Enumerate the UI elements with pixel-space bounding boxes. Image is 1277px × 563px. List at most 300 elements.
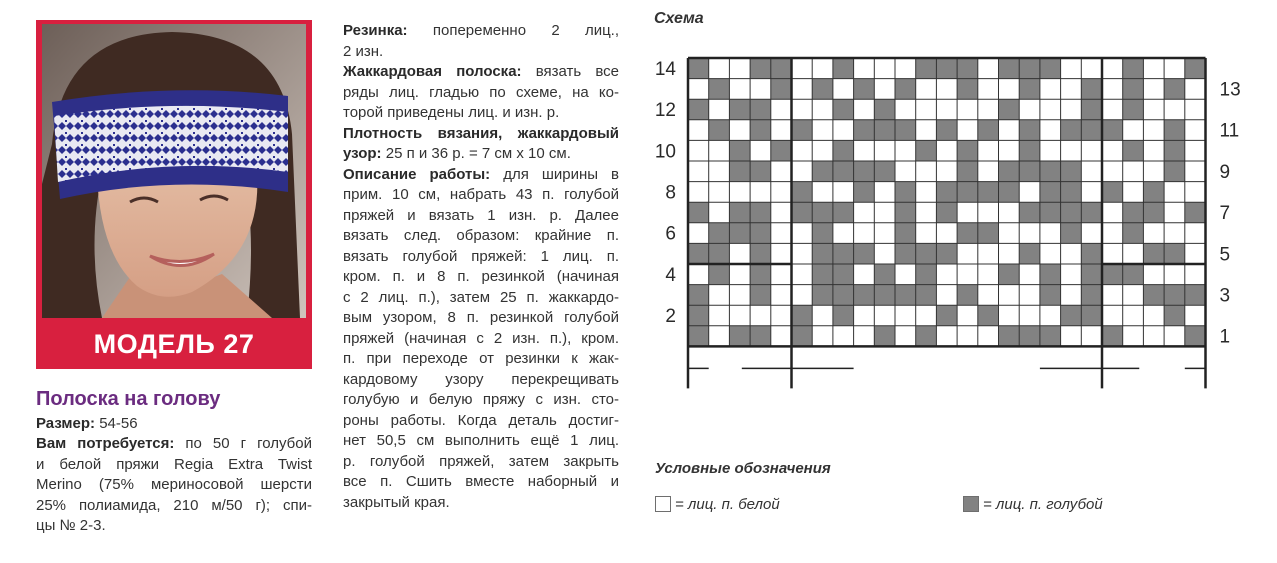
chart-cell-blue (1185, 58, 1206, 79)
chart-cell-white (1061, 264, 1082, 285)
chart-cell-white (812, 99, 833, 120)
chart-cell-white (1143, 140, 1164, 161)
chart-cell-white (874, 243, 895, 264)
chart-cell-white (1019, 99, 1040, 120)
chart-cell-blue (833, 264, 854, 285)
legend-white-text: = лиц. п. белой (675, 495, 780, 513)
description-line: прим. 10 см, набрать 43 п. голубой (343, 186, 619, 203)
chart-cell-blue (999, 182, 1020, 203)
chart-cell-white (688, 264, 709, 285)
chart-cell-white (709, 140, 730, 161)
chart-cell-white (978, 202, 999, 223)
chart-cell-white (1102, 243, 1123, 264)
chart-cell-blue (1123, 264, 1144, 285)
requirements-line: и белой пряжи Regia Extra Twist (36, 455, 312, 473)
chart-cell-blue (750, 58, 771, 79)
chart-cell-blue (874, 161, 895, 182)
chart-cell-blue (1081, 99, 1102, 120)
chart-cell-white (709, 182, 730, 203)
chart-cell-white (916, 99, 937, 120)
legend-title: Условные обозначения (655, 460, 831, 477)
chart-cell-white (916, 305, 937, 326)
chart-cell-blue (1081, 243, 1102, 264)
chart-cell-white (1040, 79, 1061, 100)
row-number-left: 14 (654, 58, 676, 80)
chart-cell-blue (833, 202, 854, 223)
chart-cell-white (936, 161, 957, 182)
chart-cell-white (812, 140, 833, 161)
chart-cell-white (895, 58, 916, 79)
chart-cell-white (1040, 243, 1061, 264)
rib-label: Резинка: (343, 22, 408, 39)
chart-cell-white (874, 182, 895, 203)
chart-cell-blue (688, 326, 709, 347)
description-line: пряжей (начиная с 2 изн. п.), кром. (343, 329, 619, 347)
chart-cell-blue (957, 140, 978, 161)
instructions-column (343, 21, 619, 513)
chart-cell-blue (1164, 140, 1185, 161)
chart-cell-blue (895, 202, 916, 223)
chart-cell-white (688, 79, 709, 100)
chart-cell-white (1185, 264, 1206, 285)
chart-cell-blue (1123, 58, 1144, 79)
chart-cell-white (1081, 58, 1102, 79)
chart-cell-white (978, 326, 999, 347)
chart-cell-blue (1081, 79, 1102, 100)
chart-cell-white (1123, 182, 1144, 203)
chart-cell-white (771, 326, 792, 347)
chart-cell-blue (957, 223, 978, 244)
chart-cell-white (936, 264, 957, 285)
row-number-left: 6 (665, 223, 676, 245)
chart-cell-blue (709, 264, 730, 285)
chart-cell-blue (936, 305, 957, 326)
chart-cell-blue (895, 285, 916, 306)
chart-cell-blue (1040, 264, 1061, 285)
chart-cell-blue (1143, 202, 1164, 223)
chart-cell-white (709, 326, 730, 347)
chart-cell-white (936, 79, 957, 100)
chart-cell-blue (874, 326, 895, 347)
chart-cell-white (1143, 305, 1164, 326)
chart-cell-blue (833, 99, 854, 120)
requirements-line: цы № 2-3. (36, 517, 106, 534)
chart-cell-white (1102, 285, 1123, 306)
chart-cell-white (999, 140, 1020, 161)
chart-cell-blue (1019, 58, 1040, 79)
chart-cell-white (1040, 120, 1061, 141)
chart-cell-blue (709, 223, 730, 244)
chart-cell-white (771, 305, 792, 326)
chart-cell-white (895, 140, 916, 161)
chart-cell-white (936, 223, 957, 244)
chart-cell-white (709, 58, 730, 79)
chart-cell-white (792, 223, 813, 244)
chart-cell-white (1143, 223, 1164, 244)
chart-cell-blue (1019, 79, 1040, 100)
chart-cell-white (1185, 79, 1206, 100)
row-number-right: 5 (1219, 244, 1231, 266)
chart-cell-blue (1040, 285, 1061, 306)
chart-cell-blue (1164, 161, 1185, 182)
chart-cell-blue (812, 223, 833, 244)
chart-cell-blue (854, 161, 875, 182)
chart-cell-blue (1102, 264, 1123, 285)
chart-cell-blue (833, 161, 854, 182)
chart-cell-blue (750, 326, 771, 347)
chart-cell-blue (978, 120, 999, 141)
chart-cell-blue (1081, 202, 1102, 223)
chart-cell-white (1061, 285, 1082, 306)
chart-cell-white (957, 99, 978, 120)
jacquard-line: ряды лиц. гладью по схеме, на ко- (343, 83, 619, 101)
chart-cell-blue (729, 223, 750, 244)
chart-cell-white (1081, 223, 1102, 244)
chart-cell-white (999, 79, 1020, 100)
chart-cell-blue (895, 120, 916, 141)
chart-cell-blue (1123, 202, 1144, 223)
chart-cell-white (854, 58, 875, 79)
chart-cell-blue (1061, 305, 1082, 326)
chart-cell-white (1185, 161, 1206, 182)
chart-cell-blue (1019, 120, 1040, 141)
chart-cell-white (916, 182, 937, 203)
chart-cell-white (688, 223, 709, 244)
description-label: Описание работы: (343, 165, 491, 183)
chart-cell-blue (999, 58, 1020, 79)
description-line: с 2 лиц. п.), затем 25 п. жаккардо- (343, 288, 619, 306)
chart-cell-white (1143, 326, 1164, 347)
chart-cell-white (854, 326, 875, 347)
chart-cell-blue (729, 326, 750, 347)
chart-cell-blue (750, 161, 771, 182)
chart-cell-blue (978, 305, 999, 326)
chart-cell-white (916, 120, 937, 141)
chart-cell-white (874, 79, 895, 100)
chart-cell-white (833, 223, 854, 244)
chart-cell-white (916, 202, 937, 223)
chart-cell-white (792, 243, 813, 264)
chart-cell-blue (1081, 120, 1102, 141)
chart-cell-blue (1123, 140, 1144, 161)
chart-cell-blue (1040, 326, 1061, 347)
chart-cell-blue (999, 99, 1020, 120)
chart-cell-blue (750, 120, 771, 141)
chart-cell-blue (1164, 79, 1185, 100)
row-number-right: 7 (1219, 203, 1231, 225)
chart-cell-white (792, 79, 813, 100)
chart-cell-white (936, 285, 957, 306)
chart-cell-white (688, 120, 709, 141)
chart-cell-white (1061, 79, 1082, 100)
chart-cell-white (1040, 140, 1061, 161)
chart-cell-blue (688, 58, 709, 79)
chart-cell-white (1143, 79, 1164, 100)
chart-cell-white (1143, 161, 1164, 182)
chart-cell-blue (1164, 285, 1185, 306)
chart-cell-white (833, 79, 854, 100)
chart-cell-white (709, 99, 730, 120)
chart-title: Схема (654, 10, 704, 27)
chart-cell-blue (978, 182, 999, 203)
chart-cell-white (792, 264, 813, 285)
chart-cell-white (1040, 305, 1061, 326)
chart-cell-white (1081, 326, 1102, 347)
chart-cell-white (1185, 305, 1206, 326)
size-label: Размер: (36, 415, 96, 432)
row-number-left: 8 (665, 182, 676, 204)
chart-cell-white (729, 79, 750, 100)
chart-cell-blue (957, 285, 978, 306)
chart-cell-white (916, 79, 937, 100)
legend-blue-text: = лиц. п. голубой (983, 495, 1103, 513)
chart-cell-blue (1040, 182, 1061, 203)
chart-cell-white (874, 58, 895, 79)
chart-cell-blue (1081, 264, 1102, 285)
chart-cell-blue (1164, 120, 1185, 141)
chart-cell-blue (771, 79, 792, 100)
chart-cell-white (978, 140, 999, 161)
chart-cell-blue (729, 161, 750, 182)
chart-cell-white (978, 58, 999, 79)
chart-cell-blue (874, 120, 895, 141)
chart-cell-white (895, 99, 916, 120)
chart-cell-blue (688, 99, 709, 120)
chart-cell-blue (957, 182, 978, 203)
chart-cell-white (1102, 140, 1123, 161)
chart-cell-white (729, 58, 750, 79)
chart-cell-blue (1019, 326, 1040, 347)
row-number-right: 9 (1219, 161, 1231, 183)
chart-cell-white (999, 305, 1020, 326)
chart-cell-blue (750, 285, 771, 306)
description-line: закрытый края. (343, 493, 450, 511)
knitting-chart (640, 40, 1250, 410)
jacquard-line: Жаккардовая полоска: вязать все (343, 63, 620, 80)
chart-cell-blue (750, 243, 771, 264)
chart-cell-blue (874, 264, 895, 285)
row-number-right: 1 (1219, 326, 1231, 348)
chart-cell-white (750, 305, 771, 326)
chart-cell-white (729, 120, 750, 141)
chart-cell-white (1102, 202, 1123, 223)
chart-cell-white (792, 140, 813, 161)
chart-cell-blue (936, 182, 957, 203)
row-number-right: 3 (1219, 285, 1231, 307)
model-photo (42, 24, 306, 318)
row-number-right: 11 (1219, 120, 1240, 142)
chart-cell-white (1019, 305, 1040, 326)
row-number-right: 13 (1219, 79, 1241, 101)
jacquard-line: торой приведены лиц. и изн. р. (343, 104, 560, 121)
requirements-line: Вам потребуется: по 50 г голубой (36, 435, 312, 452)
chart-cell-white (895, 161, 916, 182)
chart-cell-white (750, 140, 771, 161)
chart-cell-white (854, 223, 875, 244)
chart-cell-blue (771, 140, 792, 161)
chart-cell-white (1019, 223, 1040, 244)
chart-cell-white (874, 202, 895, 223)
chart-cell-blue (854, 120, 875, 141)
chart-cell-blue (1102, 120, 1123, 141)
chart-cell-white (812, 182, 833, 203)
chart-cell-blue (1040, 202, 1061, 223)
size-line (36, 414, 316, 435)
chart-cell-blue (957, 58, 978, 79)
chart-cell-white (1123, 243, 1144, 264)
chart-cell-white (957, 202, 978, 223)
chart-cell-white (999, 202, 1020, 223)
chart-cell-blue (1061, 161, 1082, 182)
chart-cell-white (1185, 99, 1206, 120)
description-line: вым узором, 8 п. резинкой голубой (343, 309, 619, 326)
chart-cell-blue (750, 99, 771, 120)
chart-cell-blue (792, 182, 813, 203)
description-line: р. голубой пряжей, затем закрыть (343, 452, 619, 470)
chart-cell-white (978, 243, 999, 264)
chart-cell-blue (1185, 202, 1206, 223)
chart-cell-white (957, 326, 978, 347)
description-line: вязать голубой пряжей: 1 лиц. п. (343, 247, 619, 265)
chart-cell-white (854, 305, 875, 326)
chart-cell-white (833, 182, 854, 203)
chart-cell-white (812, 305, 833, 326)
chart-cell-white (1040, 99, 1061, 120)
chart-cell-white (688, 140, 709, 161)
chart-cell-white (771, 243, 792, 264)
requirements-line: 25% полиамида, 210 м/50 г); спи- (36, 496, 312, 514)
chart-cell-blue (1143, 182, 1164, 203)
chart-cell-blue (729, 202, 750, 223)
chart-cell-white (1164, 223, 1185, 244)
chart-cell-blue (709, 120, 730, 141)
row-number-left: 2 (665, 306, 676, 328)
chart-cell-white (1185, 243, 1206, 264)
chart-cell-blue (1081, 285, 1102, 306)
chart-cell-white (1185, 120, 1206, 141)
chart-cell-white (1143, 120, 1164, 141)
chart-cell-blue (916, 326, 937, 347)
chart-cell-white (1164, 58, 1185, 79)
chart-cell-white (771, 161, 792, 182)
chart-cell-white (916, 161, 937, 182)
chart-cell-white (1143, 58, 1164, 79)
description-line: Описание работы: для ширины в (343, 165, 619, 183)
chart-cell-white (1019, 285, 1040, 306)
chart-cell-blue (957, 161, 978, 182)
description-line: нет 50,5 см выполнить ещё 1 лиц. (343, 432, 619, 449)
chart-cell-white (1164, 99, 1185, 120)
chart-cell-blue (833, 140, 854, 161)
requirements-line: Merino (75% мериносовой шерсти (36, 476, 312, 493)
pattern-title: Полоска на голову (36, 388, 221, 410)
model-label: МОДЕЛЬ 27 (93, 329, 255, 359)
chart-cell-white (792, 58, 813, 79)
description-line: кардовому узору перекрещивать (343, 370, 619, 388)
chart-cell-white (1185, 140, 1206, 161)
chart-cell-white (978, 79, 999, 100)
chart-cell-white (999, 223, 1020, 244)
chart-cell-blue (854, 243, 875, 264)
chart-cell-white (771, 202, 792, 223)
chart-cell-white (771, 99, 792, 120)
chart-cell-white (1019, 264, 1040, 285)
legend-blue-item (963, 494, 1103, 514)
chart-cell-white (1123, 305, 1144, 326)
chart-cell-blue (1019, 243, 1040, 264)
chart-cell-white (792, 285, 813, 306)
chart-cell-blue (895, 223, 916, 244)
description-line: роны работы. Когда деталь достиг- (343, 411, 619, 429)
chart-cell-white (1123, 326, 1144, 347)
chart-cell-white (895, 326, 916, 347)
chart-cell-blue (916, 58, 937, 79)
chart-cell-blue (709, 79, 730, 100)
chart-cell-white (999, 285, 1020, 306)
description-line: пряжей и вязать 1 изн. р. Далее (343, 206, 619, 224)
chart-cell-blue (750, 264, 771, 285)
chart-cell-blue (936, 58, 957, 79)
chart-cell-blue (895, 79, 916, 100)
chart-cell-blue (916, 140, 937, 161)
chart-cell-white (854, 202, 875, 223)
chart-cell-blue (812, 243, 833, 264)
density-line: узор: 25 п и 36 р. = 7 см х 10 см. (343, 145, 571, 162)
chart-cell-blue (1123, 79, 1144, 100)
rib-line: Резинка: попеременно 2 лиц., (343, 22, 620, 39)
chart-cell-white (1164, 264, 1185, 285)
chart-cell-blue (1061, 223, 1082, 244)
headband-photo-illustration (42, 24, 306, 318)
model-photo-frame (36, 20, 312, 369)
chart-cell-blue (688, 285, 709, 306)
chart-cell-blue (874, 99, 895, 120)
chart-cell-white (854, 140, 875, 161)
white-swatch (655, 496, 671, 512)
description-line: все п. Сшить вместе наборный и (343, 473, 619, 490)
chart-cell-blue (833, 305, 854, 326)
chart-cell-white (874, 140, 895, 161)
chart-cell-white (688, 161, 709, 182)
legend-white-item (655, 494, 780, 514)
rib-line: 2 изн. (343, 42, 384, 60)
chart-cell-blue (1123, 223, 1144, 244)
chart-cell-blue (936, 243, 957, 264)
chart-cell-blue (999, 264, 1020, 285)
chart-cell-white (812, 326, 833, 347)
chart-cell-blue (812, 79, 833, 100)
chart-cell-white (936, 140, 957, 161)
chart-cell-blue (1102, 182, 1123, 203)
chart-cell-white (916, 223, 937, 244)
chart-cell-blue (792, 305, 813, 326)
chart-cell-blue (936, 202, 957, 223)
chart-cell-white (1019, 182, 1040, 203)
chart-cell-white (792, 161, 813, 182)
chart-cell-white (957, 120, 978, 141)
chart-cell-white (1102, 58, 1123, 79)
chart-cell-white (978, 161, 999, 182)
chart-cell-white (1102, 99, 1123, 120)
chart-cell-white (1164, 202, 1185, 223)
chart-cell-white (1102, 161, 1123, 182)
chart-cell-blue (1185, 326, 1206, 347)
chart-cell-white (1185, 223, 1206, 244)
chart-cell-blue (1143, 243, 1164, 264)
chart-cell-blue (1019, 140, 1040, 161)
chart-cell-white (854, 99, 875, 120)
chart-cell-blue (1143, 285, 1164, 306)
